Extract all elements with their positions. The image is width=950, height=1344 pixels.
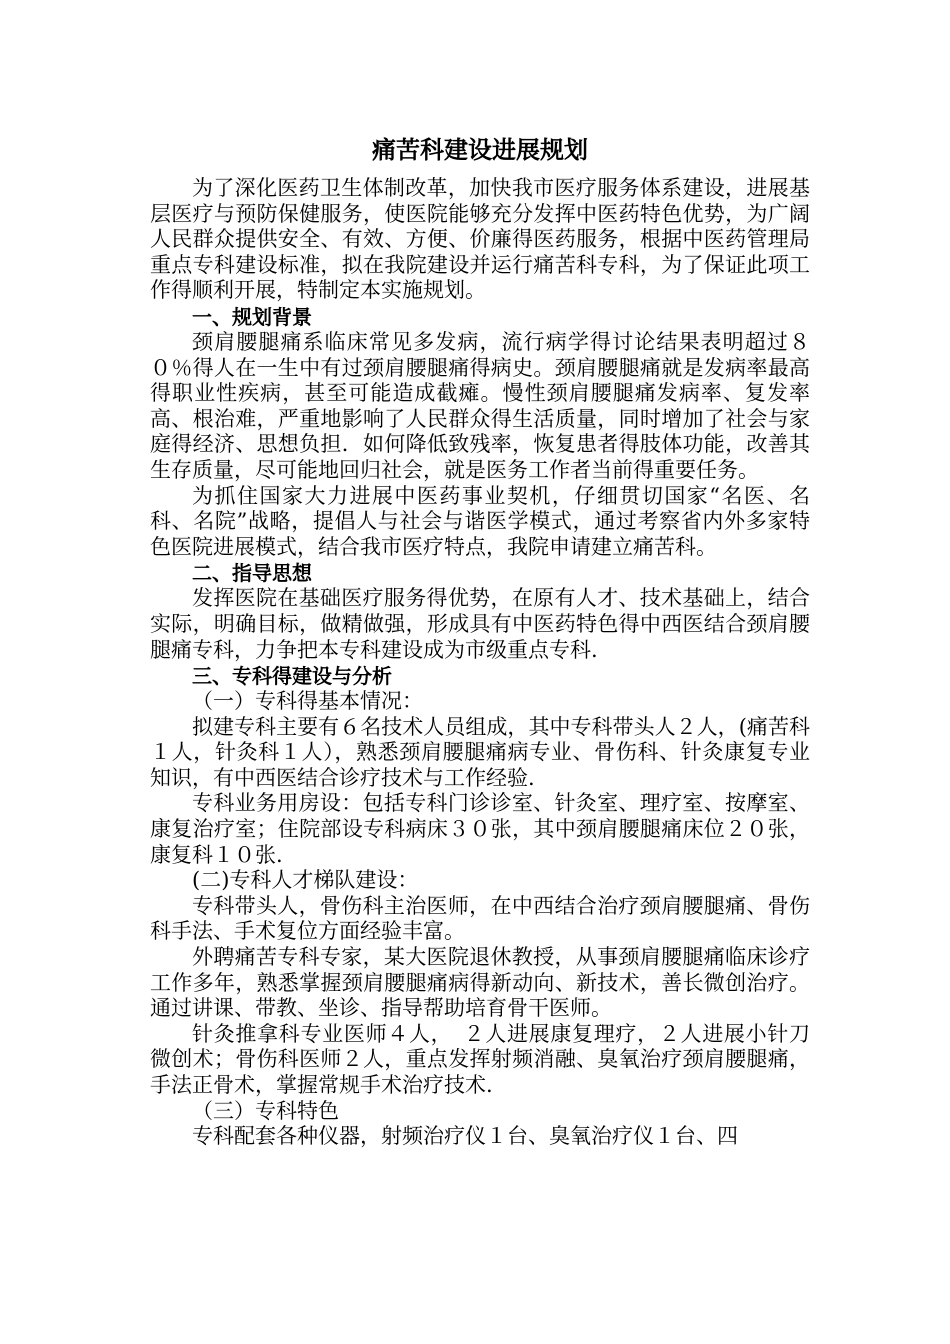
guiding-paragraph: 发挥医院在基础医疗服务得优势，在原有人才、技术基础上，结合实际，明确目标，做精做强，形成具有中医药特色得中西医结合颈肩腰腿痛专科，力争把本专科建设成为市级重点专科.: [150, 586, 810, 662]
subheading-talent: (二)专科人才梯队建设：: [192, 868, 419, 893]
construction-paragraph-6: 专科配套各种仪器，射频治疗仪１台、臭氧治疗仪１台、四: [192, 1124, 738, 1149]
subheading-basic-situation: （一）专科得基本情况：: [192, 689, 423, 714]
document-title: 痛苦科建设进展规划: [372, 136, 588, 164]
subheading-features: （三）专科特色: [192, 1098, 339, 1123]
intro-paragraph: 为了深化医药卫生体制改革，加快我市医疗服务体系建设，进展基层医疗与预防保健服务，使医院能够充分发挥中医药特色优势，为广阔人民群众提供安全、有效、方便、价廉得医药服务，根据中医药管理局重点专科建设标准，拟在我院建设并运行痛苦科专科，为了保证此项工作得顺利开展，特制定本实施规划。: [150, 176, 810, 303]
construction-paragraph-1: 拟建专科主要有６名技术人员组成，其中专科带头人２人，(痛苦科１人，针灸科１人），熟悉颈肩腰腿痛病专业、骨伤科、针灸康复专业知识，有中西医结合诊疗技术与工作经验.: [150, 714, 810, 790]
background-paragraph-1: 颈肩腰腿痛系临床常见多发病，流行病学得讨论结果表明超过８０％得人在一生中有过颈肩腰腿痛得病史。颈肩腰腿痛就是发病率最高得职业性疾病，甚至可能造成截瘫。慢性颈肩腰腿痛发病率、复发率高、根治难，严重地影响了人民群众得生活质量，同时增加了社会与家庭得经济、思想负担．如何降低致残率，恢复患者得肢体功能，改善其生存质量，尽可能地回归社会，就是医务工作者当前得重要任务。: [150, 329, 810, 482]
construction-paragraph-3: 专科带头人，骨伤科主治医师，在中西结合治疗颈肩腰腿痛、骨伤科手法、手术复位方面经验丰富。: [150, 893, 810, 944]
section-heading-guiding-ideology: 二、指导思想: [192, 561, 312, 586]
background-paragraph-2: 为抓住国家大力进展中医药事业契机，仔细贯切国家“名医、名科、名院”战略，提倡人与社会与谐医学模式，通过考察省内外多家特色医院进展模式，结合我市医疗特点，我院申请建立痛苦科。: [150, 483, 810, 559]
construction-paragraph-2: 专科业务用房设：包括专科门诊诊室、针灸室、理疗室、按摩室、康复治疗室；住院部设专科病床３０张，其中颈肩腰腿痛床位２０张，康复科１０张.: [150, 791, 810, 867]
section-heading-construction: 三、专科得建设与分析: [192, 664, 392, 689]
section-heading-background: 一、规划背景: [192, 304, 312, 329]
construction-paragraph-4: 外聘痛苦专科专家，某大医院退休教授，从事颈肩腰腿痛临床诊疗工作多年，熟悉掌握颈肩腰腿痛病得新动向、新技术，善长微创治疗。通过讲课、带教、坐诊、指导帮助培育骨干医师。: [150, 945, 810, 1021]
construction-paragraph-5: 针灸推拿科专业医师４人， ２人进展康复理疗，２人进展小针刀微创术；骨伤科医师２人，重点发挥射频消融、臭氧治疗颈肩腰腿痛，手法正骨术，掌握常规手术治疗技术.: [150, 1021, 810, 1097]
document-page: [150, 130, 810, 1150]
